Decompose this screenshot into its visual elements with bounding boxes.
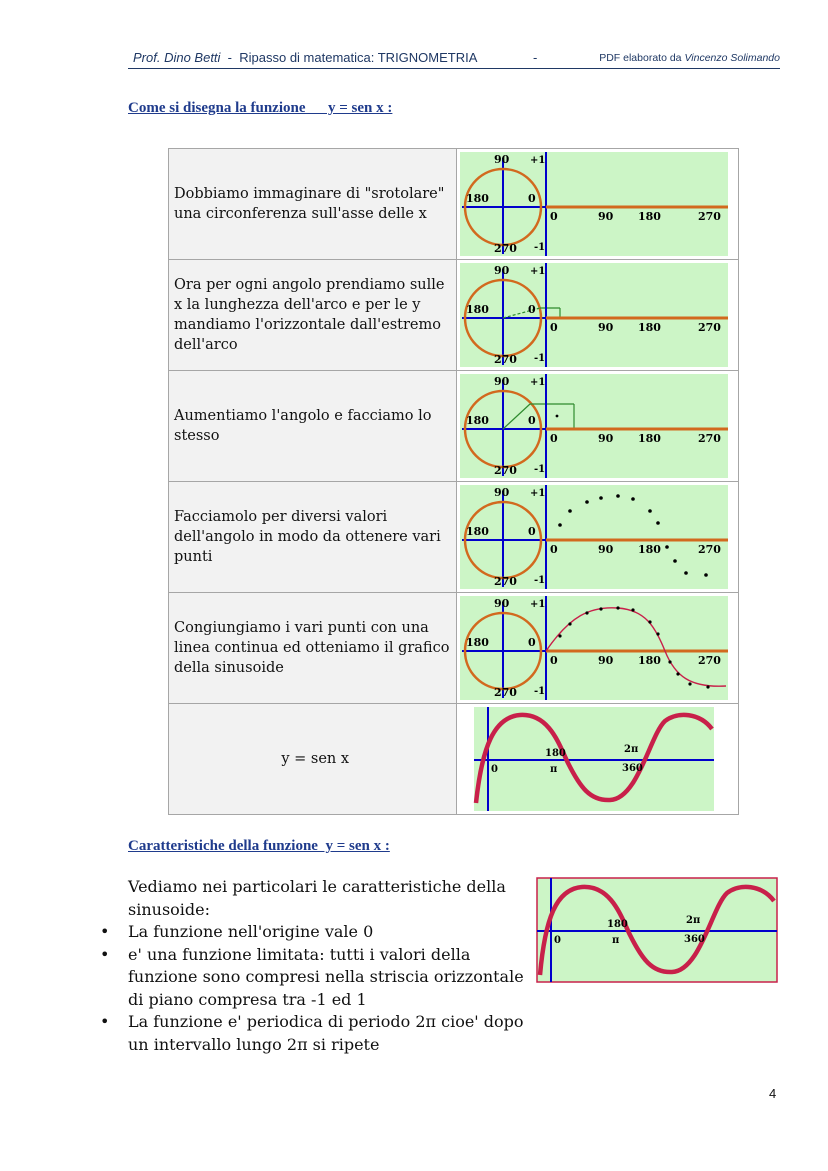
label-180: 180 <box>466 414 490 427</box>
table-row <box>169 593 739 704</box>
table-row <box>169 704 739 815</box>
figure-background <box>460 596 728 700</box>
step-figure-5 <box>457 593 739 704</box>
plot-point <box>657 632 660 635</box>
plot-point <box>689 682 692 685</box>
x-tick-0: 0 <box>550 654 559 667</box>
label-180: 180 <box>466 636 490 649</box>
list-item <box>100 1011 528 1056</box>
plot-point <box>707 685 710 688</box>
table-row <box>169 260 739 371</box>
formula-label: y = sen x <box>169 704 457 815</box>
list-item <box>100 944 528 1012</box>
plot-point <box>669 660 672 663</box>
list-item-text: La funzione e' periodica di periodo 2π cioe' dopo un intervallo lungo 2π si ripete <box>128 1012 524 1054</box>
label-minus-one: -1 <box>534 353 546 364</box>
plot-point <box>569 509 573 513</box>
label-360: 360 <box>684 934 705 945</box>
x-tick-270: 270 <box>698 654 722 667</box>
label-two-pi: 2π <box>624 744 639 755</box>
x-tick-0: 0 <box>550 321 559 334</box>
x-tick-180: 180 <box>638 321 662 334</box>
x-tick-90: 90 <box>598 210 614 223</box>
label-pi: π <box>612 935 620 946</box>
x-tick-270: 270 <box>698 543 722 556</box>
plot-point <box>586 500 590 504</box>
label-360: 360 <box>622 763 644 774</box>
table-row <box>169 482 739 593</box>
header-title <box>133 50 477 65</box>
figure-background <box>460 374 728 478</box>
label-two-pi: 2π <box>686 915 701 926</box>
list-item-text: e' una funzione limitata: tutti i valori della funzione sono compresi nella striscia orizzontale di piano compresa tra -1 ed 1 <box>128 944 524 1009</box>
plot-point <box>685 571 689 575</box>
label-0: 0 <box>528 525 537 538</box>
label-plus-one: +1 <box>530 599 546 610</box>
x-tick-0: 0 <box>550 210 559 223</box>
label-minus-one: -1 <box>534 242 546 253</box>
step-text-1: Dobbiamo immaginare di "srotolare" una circonferenza sull'asse delle x <box>169 149 457 260</box>
x-tick-180: 180 <box>638 654 662 667</box>
header-separator: - <box>227 50 233 65</box>
unit-circle-figure <box>460 596 728 700</box>
x-tick-180: 180 <box>638 543 662 556</box>
plot-point <box>677 672 680 675</box>
section-title-characteristics: Caratteristiche della funzione y = sen x : <box>128 838 390 854</box>
plot-point <box>657 521 661 525</box>
step-text-2: Ora per ogni angolo prendiamo sulle x la lunghezza dell'arco e per le y mandiamo l'orizzontale dall'estremo dell'arco <box>169 260 457 371</box>
plot-point <box>600 607 603 610</box>
step-text-3: Aumentiamo l'angolo e facciamo lo stesso <box>169 371 457 482</box>
label-0: 0 <box>528 414 537 427</box>
label-0: 0 <box>528 192 537 205</box>
x-tick-90: 90 <box>598 543 614 556</box>
bullet-icon: • <box>100 922 110 941</box>
label-90: 90 <box>494 486 510 499</box>
label-minus-one: -1 <box>534 575 546 586</box>
figure-background <box>460 152 728 256</box>
step-figure-4 <box>457 482 739 593</box>
header-credit <box>599 52 780 64</box>
step-text-4: Facciamolo per diversi valori dell'angolo in modo da ottenere vari punti <box>169 482 457 593</box>
label-90: 90 <box>494 375 510 388</box>
label-minus-one: -1 <box>534 686 546 697</box>
step-figure-2 <box>457 260 739 371</box>
x-tick-90: 90 <box>598 654 614 667</box>
side-sine-graph <box>536 877 778 983</box>
plot-point <box>569 622 572 625</box>
plot-point <box>632 608 635 611</box>
characteristics-list <box>100 921 528 1056</box>
label-270: 270 <box>494 686 518 699</box>
label-0: 0 <box>528 636 537 649</box>
label-plus-one: +1 <box>530 266 546 277</box>
table-row <box>169 371 739 482</box>
plot-point <box>649 509 653 513</box>
x-tick-270: 270 <box>698 210 722 223</box>
page-header <box>128 50 780 69</box>
label-zero: 0 <box>491 764 499 775</box>
bullet-icon: • <box>100 944 110 964</box>
plot-point <box>617 494 621 498</box>
label-180: 180 <box>466 525 490 538</box>
label-plus-one: +1 <box>530 155 546 166</box>
unit-circle-figure <box>460 263 728 367</box>
sine-figure <box>457 704 739 815</box>
table-row <box>169 149 739 260</box>
x-tick-270: 270 <box>698 432 722 445</box>
label-90: 90 <box>494 264 510 277</box>
x-tick-180: 180 <box>638 432 662 445</box>
x-tick-90: 90 <box>598 432 614 445</box>
plot-point <box>674 559 678 563</box>
label-pi: π <box>550 764 558 775</box>
section-title-draw: Come si disegna la funzione y = sen x : <box>128 100 393 116</box>
label-180: 180 <box>466 192 490 205</box>
label-270: 270 <box>494 353 518 366</box>
label-90: 90 <box>494 597 510 610</box>
header-course: Ripasso di matematica: TRIGNOMETRIA <box>239 50 478 65</box>
bullet-icon: • <box>100 1012 110 1031</box>
header-separator-2: - <box>533 50 538 65</box>
label-plus-one: +1 <box>530 377 546 388</box>
step-figure-3 <box>457 371 739 482</box>
x-tick-270: 270 <box>698 321 722 334</box>
label-90: 90 <box>494 153 510 166</box>
label-zero: 0 <box>554 935 561 946</box>
characteristics-text <box>100 876 528 1056</box>
plot-point <box>559 634 562 637</box>
unit-circle-figure <box>460 152 728 256</box>
label-180: 180 <box>545 748 567 759</box>
label-180: 180 <box>466 303 490 316</box>
label-180: 180 <box>607 919 628 930</box>
label-270: 270 <box>494 242 518 255</box>
list-item <box>100 921 528 944</box>
unit-circle-figure <box>460 485 728 589</box>
plot-point <box>705 573 709 577</box>
x-tick-90: 90 <box>598 321 614 334</box>
plot-point <box>649 620 652 623</box>
page-number: 4 <box>769 1086 777 1101</box>
plot-point <box>600 496 604 500</box>
unit-circle-figure <box>460 374 728 478</box>
label-270: 270 <box>494 464 518 477</box>
step-text-5: Congiungiamo i vari punti con una linea continua ed otteniamo il grafico della sinusoide <box>169 593 457 704</box>
plot-point <box>617 606 620 609</box>
plot-point <box>586 611 589 614</box>
characteristics-intro: Vediamo nei particolari le caratteristiche della sinusoide: <box>128 877 506 919</box>
plot-point <box>559 523 563 527</box>
label-minus-one: -1 <box>534 464 546 475</box>
list-item-text: La funzione nell'origine vale 0 <box>128 922 374 941</box>
x-tick-0: 0 <box>550 432 559 445</box>
steps-table <box>168 148 739 815</box>
label-270: 270 <box>494 575 518 588</box>
x-tick-0: 0 <box>550 543 559 556</box>
label-plus-one: +1 <box>530 488 546 499</box>
label-0: 0 <box>528 303 537 316</box>
plot-point <box>556 415 559 418</box>
header-credit-prefix: PDF elaborato da <box>599 52 682 64</box>
sine-graph <box>460 707 728 811</box>
plot-point <box>632 497 636 501</box>
x-tick-180: 180 <box>638 210 662 223</box>
header-author: Prof. Dino Betti <box>133 50 221 65</box>
plot-point <box>666 545 670 549</box>
header-credit-author: Vincenzo Solimando <box>684 52 780 64</box>
step-figure-1 <box>457 149 739 260</box>
figure-background <box>460 263 728 367</box>
figure-background <box>460 485 728 589</box>
